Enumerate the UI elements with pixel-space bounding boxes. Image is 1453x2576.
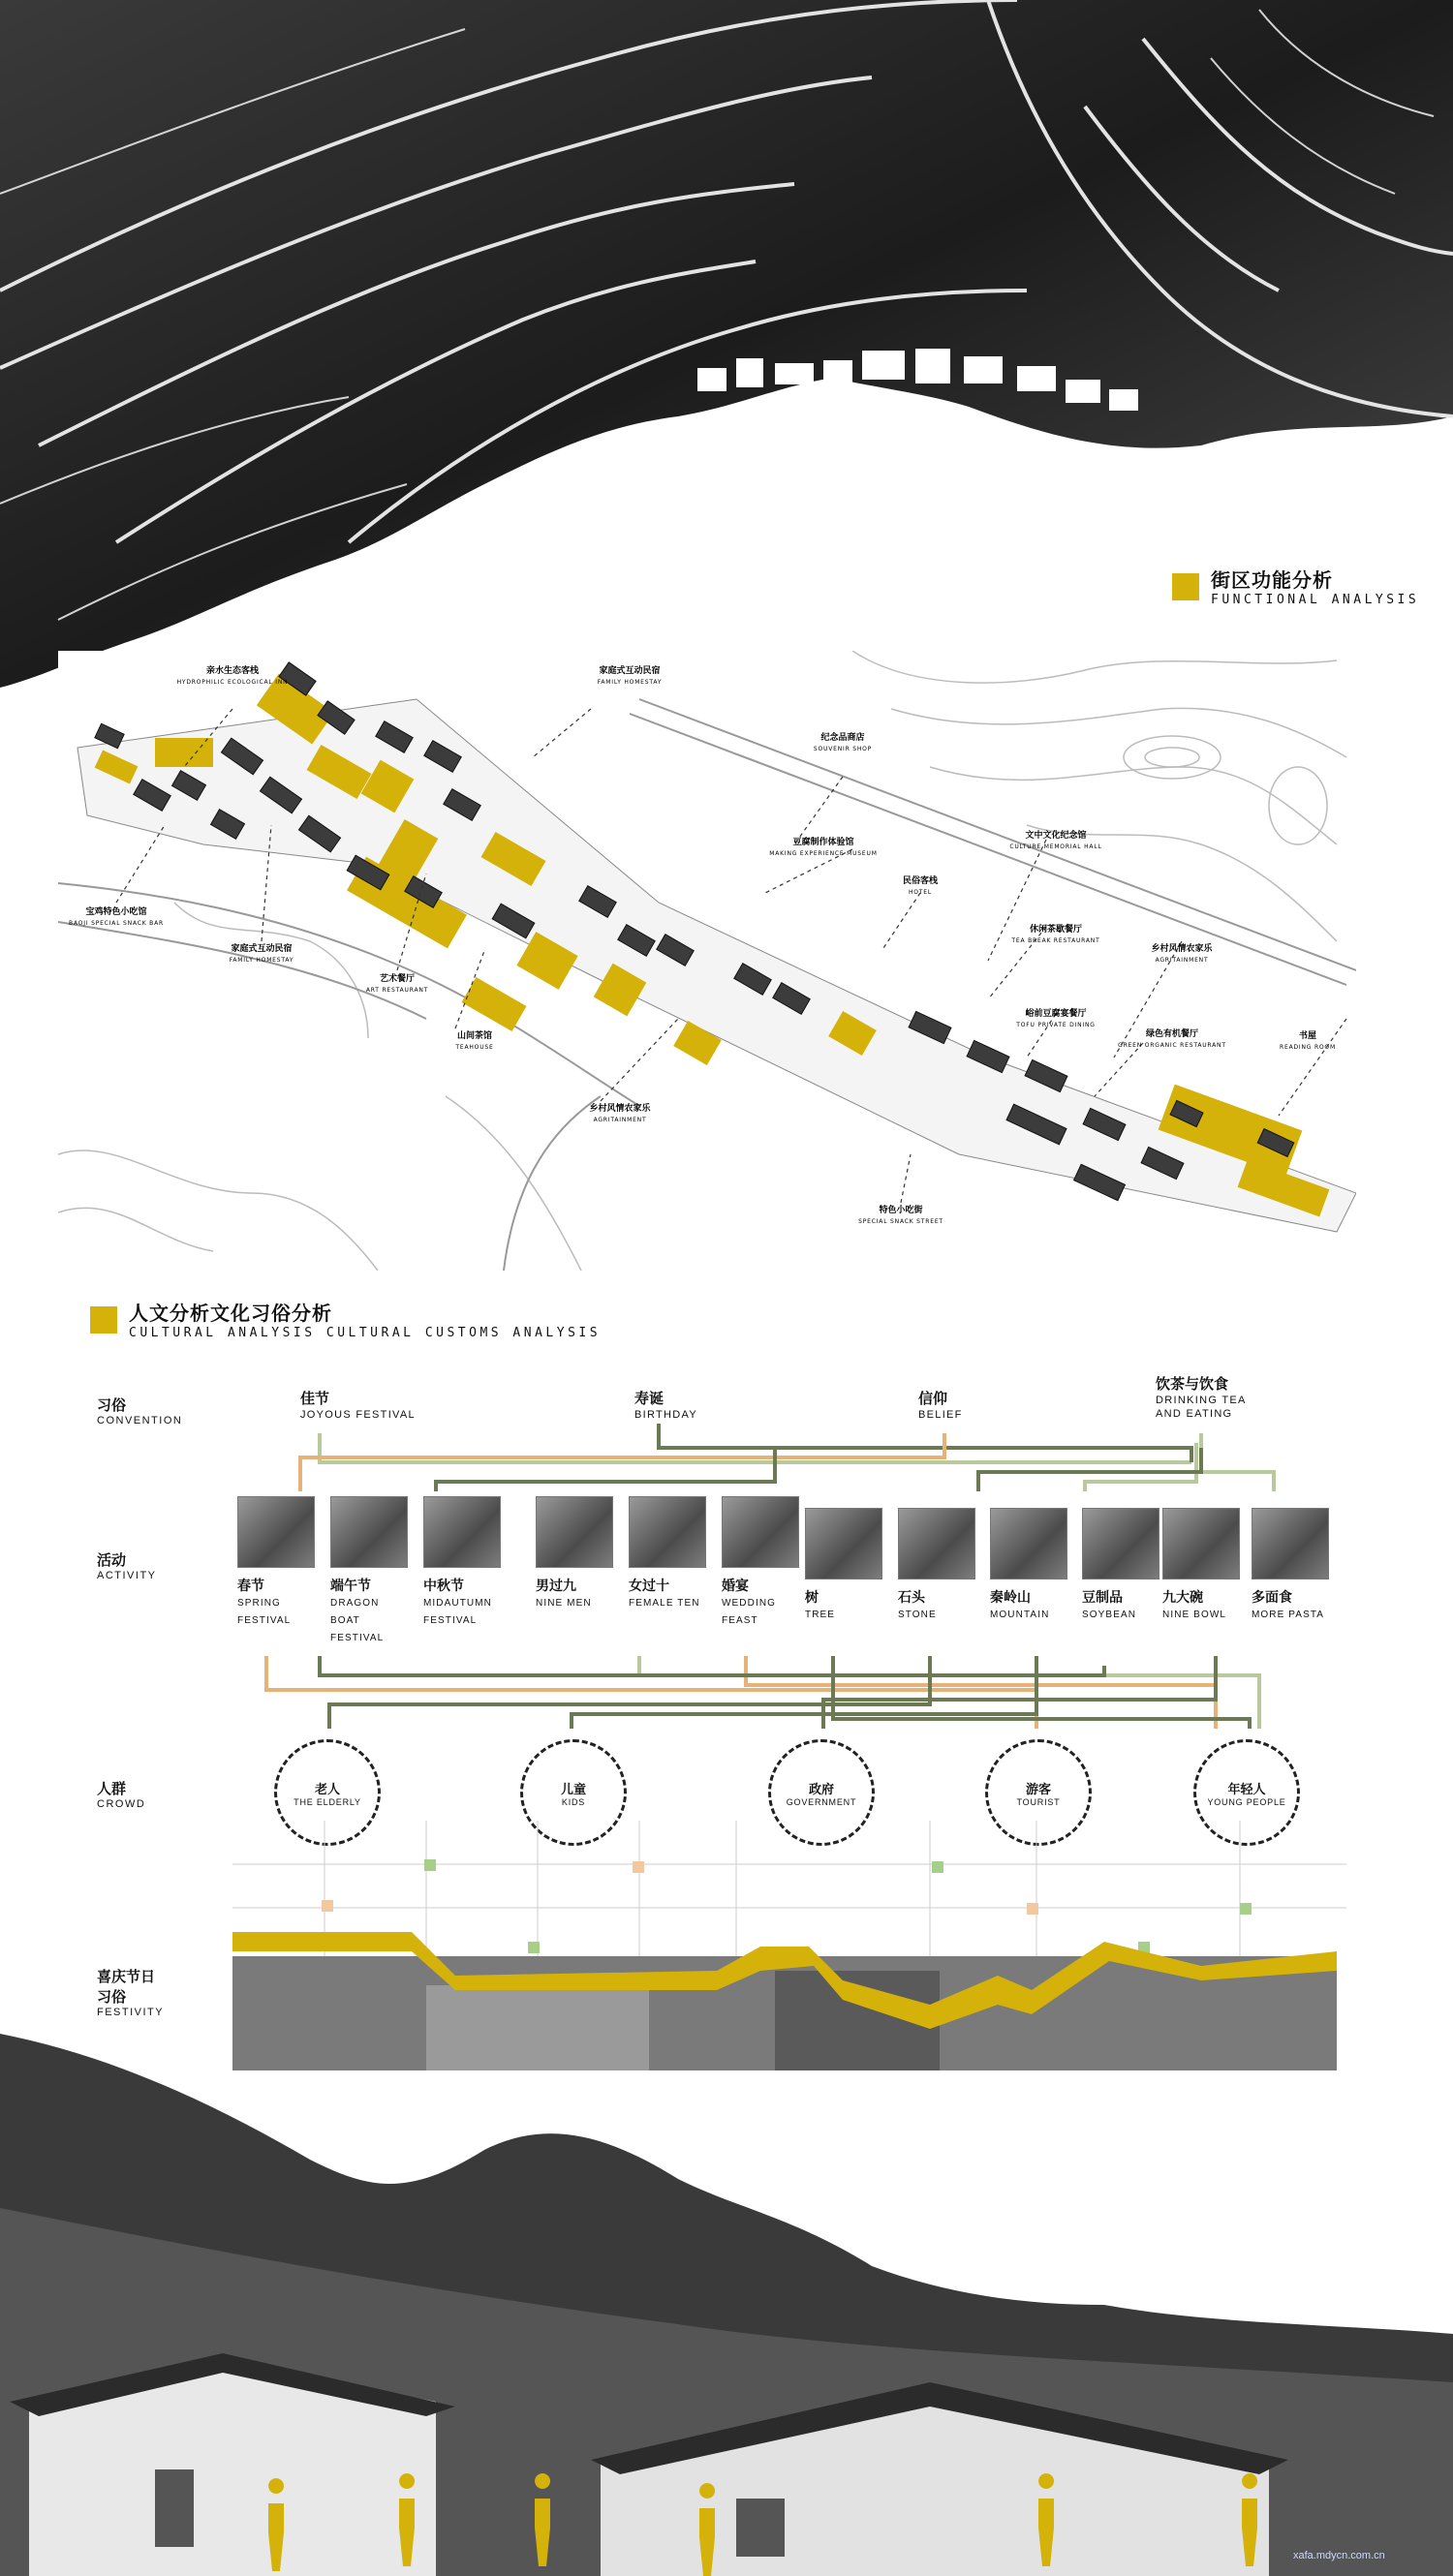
svg-text:ART RESTAURANT: ART RESTAURANT bbox=[365, 987, 429, 994]
activity-zh: 中秋节 bbox=[423, 1578, 464, 1593]
activity-photo bbox=[722, 1496, 799, 1568]
svg-text:HOTEL: HOTEL bbox=[908, 889, 933, 896]
svg-text:HYDROPHILIC ECOLOGICAL INN: HYDROPHILIC ECOLOGICAL INN bbox=[176, 679, 289, 686]
activity-item bbox=[536, 1496, 613, 1612]
svg-text:书屋: 书屋 bbox=[1298, 1031, 1317, 1041]
activity-photo bbox=[1082, 1508, 1159, 1579]
activity-item bbox=[1082, 1508, 1159, 1624]
function-label bbox=[230, 942, 294, 964]
svg-text:AGRITAINMENT: AGRITAINMENT bbox=[1155, 957, 1209, 964]
svg-text:家庭式互动民宿: 家庭式互动民宿 bbox=[231, 944, 293, 954]
svg-text:SOUVENIR SHOP: SOUVENIR SHOP bbox=[813, 746, 873, 752]
activity-en: SPRING FESTIVAL bbox=[237, 1598, 292, 1626]
crowd-zh: 儿童 bbox=[560, 1781, 586, 1796]
svg-text:山间茶馆: 山间茶馆 bbox=[456, 1031, 493, 1041]
crowd-en: GOVERNMENT bbox=[786, 1796, 857, 1807]
svg-text:TEA BREAK RESTAURANT: TEA BREAK RESTAURANT bbox=[1011, 937, 1100, 944]
svg-text:AGRITAINMENT: AGRITAINMENT bbox=[593, 1117, 647, 1123]
convention-item bbox=[300, 1388, 416, 1422]
activity-en: MOUNTAIN bbox=[990, 1610, 1050, 1620]
svg-text:FAMILY HOMESTAY: FAMILY HOMESTAY bbox=[229, 957, 294, 964]
svg-text:MAKING EXPERIENCE MUSEUM: MAKING EXPERIENCE MUSEUM bbox=[769, 850, 878, 857]
row-festivity-en: FESTIVITY bbox=[97, 2007, 165, 2018]
title-marker-square bbox=[90, 1306, 117, 1334]
svg-text:绿色有机餐厅: 绿色有机餐厅 bbox=[1145, 1029, 1199, 1039]
crowd-zh: 游客 bbox=[1025, 1781, 1051, 1796]
activity-en: MORE PASTA bbox=[1252, 1610, 1325, 1620]
svg-text:民俗客栈: 民俗客栈 bbox=[902, 876, 939, 886]
convention-en: DRINKING TEA AND EATING bbox=[1156, 1395, 1247, 1420]
activity-en: SOYBEAN bbox=[1082, 1610, 1137, 1620]
crowd-zh: 年轻人 bbox=[1227, 1781, 1266, 1796]
svg-text:艺术餐厅: 艺术餐厅 bbox=[379, 974, 416, 984]
convention-item bbox=[634, 1388, 697, 1422]
function-label bbox=[814, 731, 872, 752]
functional-title-zh: 街区功能分析 bbox=[1211, 570, 1333, 592]
activity-zh: 多面食 bbox=[1252, 1589, 1292, 1605]
activity-item bbox=[423, 1496, 501, 1630]
activity-photo bbox=[536, 1496, 613, 1568]
activity-en: FEMALE TEN bbox=[629, 1598, 700, 1609]
row-crowd-zh: 人群 bbox=[97, 1781, 127, 1797]
activity-zh: 秦岭山 bbox=[990, 1589, 1031, 1605]
crowd-en: TOURIST bbox=[1016, 1796, 1061, 1807]
activity-zh: 树 bbox=[805, 1589, 819, 1605]
activity-zh: 端午节 bbox=[330, 1578, 371, 1593]
functional-analysis-title bbox=[1172, 569, 1419, 608]
activity-item bbox=[629, 1496, 706, 1612]
svg-text:豆腐制作体验馆: 豆腐制作体验馆 bbox=[792, 838, 854, 847]
activity-en: TREE bbox=[805, 1610, 836, 1620]
row-festivity-zh: 喜庆节日 习俗 bbox=[97, 1969, 156, 2006]
activity-item bbox=[898, 1508, 975, 1624]
activity-en: MIDAUTUMN FESTIVAL bbox=[423, 1598, 493, 1626]
row-activity-en: ACTIVITY bbox=[97, 1570, 157, 1581]
convention-en: JOYOUS FESTIVAL bbox=[300, 1409, 416, 1421]
row-crowd-en: CROWD bbox=[97, 1798, 146, 1810]
cultural-title-en: CULTURAL ANALYSIS CULTURAL CUSTOMS ANALYSIS bbox=[129, 1326, 602, 1340]
convention-item bbox=[1156, 1373, 1247, 1421]
row-activity-zh: 活动 bbox=[97, 1552, 127, 1569]
svg-text:峪前豆腐宴餐厅: 峪前豆腐宴餐厅 bbox=[1025, 1009, 1087, 1019]
svg-text:READING ROOM: READING ROOM bbox=[1280, 1044, 1336, 1051]
function-label bbox=[589, 1102, 651, 1123]
activity-en: DRAGON BOAT FESTIVAL bbox=[330, 1598, 385, 1643]
village-landscape-photo bbox=[0, 2034, 1453, 2576]
row-festivity bbox=[97, 1966, 164, 2018]
activity-item bbox=[990, 1508, 1067, 1624]
activity-photo bbox=[330, 1496, 408, 1568]
function-label bbox=[1151, 942, 1213, 964]
convention-zh: 寿诞 bbox=[634, 1391, 665, 1407]
activity-zh: 九大碗 bbox=[1162, 1589, 1203, 1605]
functional-title-en: FUNCTIONAL ANALYSIS bbox=[1211, 593, 1420, 607]
convention-item bbox=[918, 1388, 963, 1422]
convention-zh: 信仰 bbox=[918, 1391, 948, 1407]
svg-text:SPECIAL SNACK STREET: SPECIAL SNACK STREET bbox=[858, 1218, 943, 1225]
convention-en: BIRTHDAY bbox=[634, 1409, 698, 1421]
svg-text:纪念品商店: 纪念品商店 bbox=[820, 733, 865, 743]
convention-zh: 饮茶与饮食 bbox=[1156, 1376, 1229, 1393]
svg-text:TOFU PRIVATE DINING: TOFU PRIVATE DINING bbox=[1016, 1022, 1096, 1028]
activity-photo bbox=[898, 1508, 975, 1579]
activity-item bbox=[237, 1496, 315, 1630]
activity-photo bbox=[805, 1508, 882, 1579]
activity-zh: 婚宴 bbox=[722, 1578, 749, 1593]
crowd-zh: 老人 bbox=[314, 1781, 340, 1796]
row-convention-en: CONVENTION bbox=[97, 1415, 183, 1426]
svg-text:乡村风情农家乐: 乡村风情农家乐 bbox=[1151, 944, 1213, 954]
svg-text:亲水生态客栈: 亲水生态客栈 bbox=[205, 666, 260, 676]
activity-zh: 男过九 bbox=[536, 1578, 576, 1593]
activity-zh: 豆制品 bbox=[1082, 1589, 1123, 1605]
title-marker-square bbox=[1172, 573, 1199, 600]
activity-zh: 春节 bbox=[237, 1578, 264, 1593]
cultural-analysis-title bbox=[90, 1303, 601, 1341]
svg-text:文中文化纪念馆: 文中文化纪念馆 bbox=[1025, 831, 1087, 841]
crowd-en: THE ELDERLY bbox=[294, 1796, 361, 1807]
activity-en: NINE MEN bbox=[536, 1598, 592, 1609]
activity-photo bbox=[1162, 1508, 1240, 1579]
svg-text:BAOJI SPECIAL SNACK BAR: BAOJI SPECIAL SNACK BAR bbox=[69, 920, 164, 927]
activity-photo bbox=[990, 1508, 1067, 1579]
crowd-en: YOUNG PEOPLE bbox=[1207, 1796, 1286, 1807]
function-label bbox=[598, 664, 663, 686]
activity-zh: 女过十 bbox=[629, 1578, 669, 1593]
row-convention bbox=[97, 1395, 182, 1426]
function-label bbox=[1015, 1007, 1095, 1028]
functional-map bbox=[58, 651, 1356, 1271]
row-crowd bbox=[97, 1778, 145, 1810]
row-activity bbox=[97, 1549, 157, 1581]
activity-item bbox=[805, 1508, 882, 1624]
activity-photo bbox=[1252, 1508, 1329, 1579]
convention-zh: 佳节 bbox=[300, 1391, 330, 1407]
activity-photo bbox=[423, 1496, 501, 1568]
crowd-zh: 政府 bbox=[808, 1781, 834, 1796]
svg-text:CULTURE MEMORIAL HALL: CULTURE MEMORIAL HALL bbox=[1009, 843, 1102, 850]
svg-text:FAMILY HOMESTAY: FAMILY HOMESTAY bbox=[597, 679, 663, 686]
activity-photo bbox=[237, 1496, 315, 1568]
svg-text:休闲茶歇餐厅: 休闲茶歇餐厅 bbox=[1029, 925, 1083, 935]
activity-en: NINE BOWL bbox=[1162, 1610, 1227, 1620]
function-label bbox=[454, 1029, 493, 1051]
activity-photo bbox=[629, 1496, 706, 1568]
activity-en: STONE bbox=[898, 1610, 937, 1620]
svg-text:宝鸡特色小吃馆: 宝鸡特色小吃馆 bbox=[85, 907, 147, 917]
svg-text:GREEN ORGANIC RESTAURANT: GREEN ORGANIC RESTAURANT bbox=[1118, 1042, 1226, 1049]
svg-text:特色小吃街: 特色小吃街 bbox=[879, 1206, 923, 1215]
activity-item bbox=[1162, 1508, 1240, 1624]
activity-item bbox=[722, 1496, 799, 1630]
watermark-text: xafa.mdycn.com.cn bbox=[1293, 2550, 1385, 2561]
crowd-en: KIDS bbox=[561, 1796, 586, 1807]
activity-item bbox=[330, 1496, 408, 1647]
convention-en: BELIEF bbox=[918, 1409, 963, 1421]
svg-text:乡村风情农家乐: 乡村风情农家乐 bbox=[589, 1104, 651, 1114]
svg-text:TEAHOUSE: TEAHOUSE bbox=[455, 1044, 494, 1051]
cultural-title-zh: 人文分析文化习俗分析 bbox=[129, 1303, 332, 1325]
svg-text:家庭式互动民宿: 家庭式互动民宿 bbox=[599, 666, 661, 676]
activity-item bbox=[1252, 1508, 1329, 1624]
activity-zh: 石头 bbox=[898, 1589, 925, 1605]
row-convention-zh: 习俗 bbox=[97, 1397, 127, 1414]
activity-en: WEDDING FEAST bbox=[722, 1598, 777, 1626]
